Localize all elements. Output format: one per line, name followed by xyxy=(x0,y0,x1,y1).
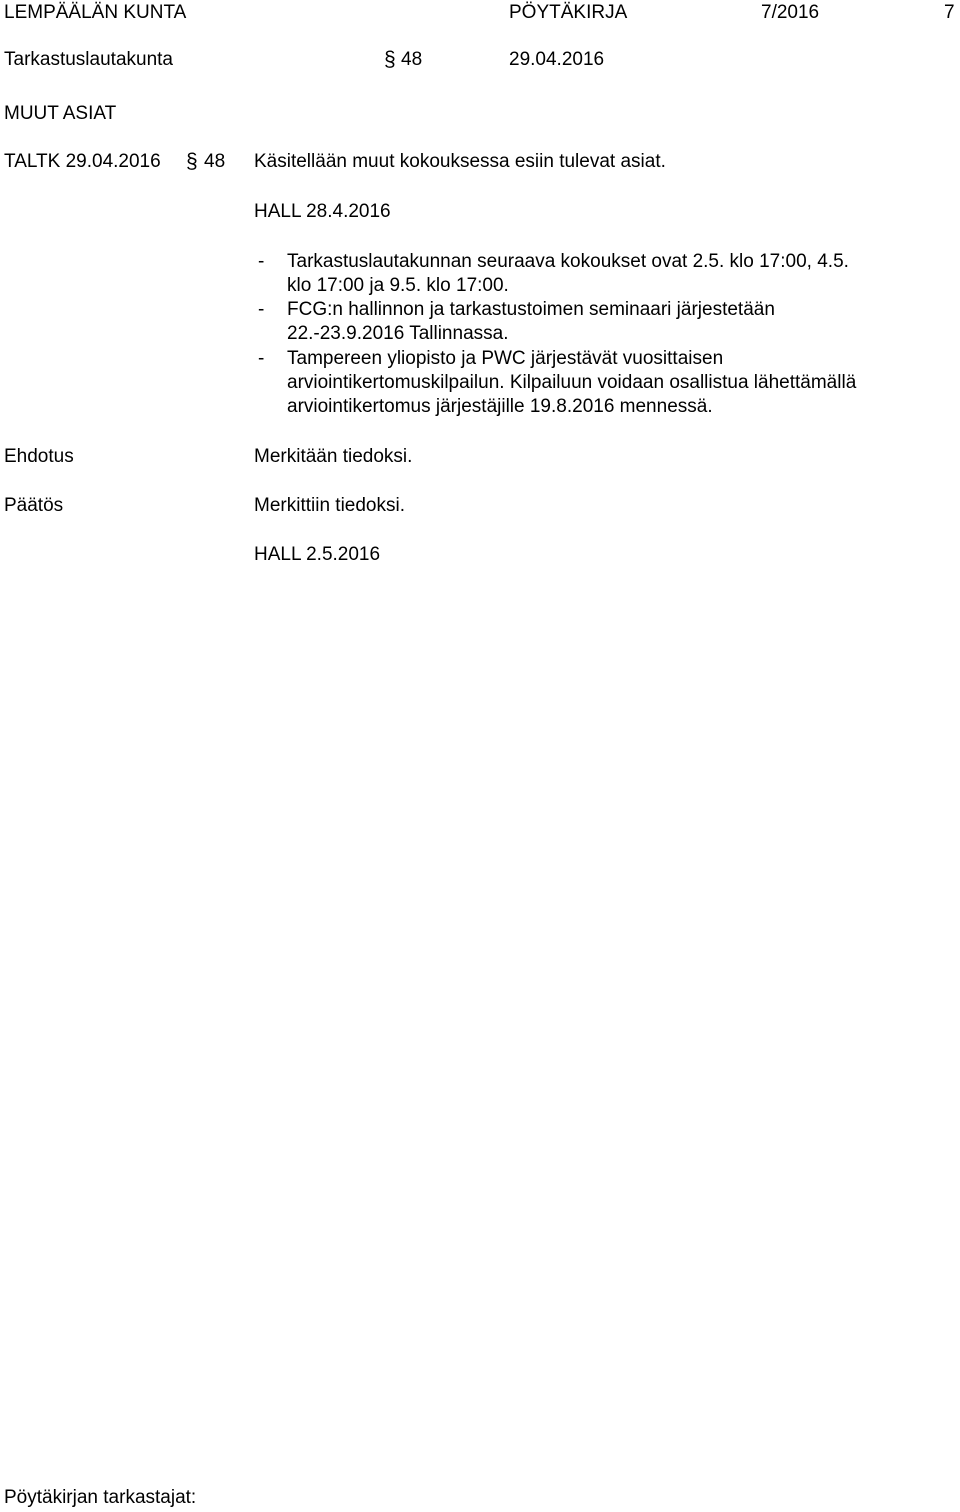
bullet-dash: - xyxy=(258,299,265,320)
decision-label: Päätös xyxy=(4,495,64,516)
bullet-dash: - xyxy=(258,348,265,369)
section-symbol: § xyxy=(384,48,396,71)
bullet-text-line: 22.-23.9.2016 Tallinnassa. xyxy=(287,323,509,344)
proposal-label: Ehdotus xyxy=(4,446,74,467)
item-description: Käsitellään muut kokouksessa esiin tulevat asiat. xyxy=(254,151,666,172)
board-name: Tarkastuslautakunta xyxy=(4,49,173,70)
proposal-text: Merkitään tiedoksi. xyxy=(254,446,413,467)
meeting-date: 29.04.2016 xyxy=(509,49,605,70)
bullet-text-line: Tarkastuslautakunnan seuraava kokoukset ovat 2.5. klo 17:00, 4.5. xyxy=(287,251,849,272)
decision-hall-date: HALL 2.5.2016 xyxy=(254,544,381,565)
bullet-text-line: arviointikertomuskilpailun. Kilpailuun voidaan osallistua lähettämällä xyxy=(287,372,857,393)
bullet-text-line: arviointikertomus järjestäjille 19.8.2016 mennessä. xyxy=(287,396,713,417)
section-number: 48 xyxy=(401,49,423,70)
item-ref-section-number: 48 xyxy=(204,151,226,172)
document-type: PÖYTÄKIRJA xyxy=(509,2,628,23)
item-ref-section-symbol: § xyxy=(186,150,198,173)
decision-text: Merkittiin tiedoksi. xyxy=(254,495,405,516)
bullet-text-line: klo 17:00 ja 9.5. klo 17:00. xyxy=(287,275,509,296)
hall-date: HALL 28.4.2016 xyxy=(254,201,391,222)
bullet-dash: - xyxy=(258,251,265,272)
org-name: LEMPÄÄLÄN KUNTA xyxy=(4,2,187,23)
bullet-text-line: Tampereen yliopisto ja PWC järjestävät vuosittaisen xyxy=(287,348,724,369)
item-ref-prefix: TALTK 29.04.2016 xyxy=(4,151,161,172)
item-title: MUUT ASIAT xyxy=(4,103,117,124)
reviewers-label: Pöytäkirjan tarkastajat: xyxy=(4,1487,197,1508)
bullet-text-line: FCG:n hallinnon ja tarkastustoimen seminaari järjestetään xyxy=(287,299,775,320)
document-number: 7/2016 xyxy=(761,2,820,23)
page-number: 7 xyxy=(944,2,955,23)
